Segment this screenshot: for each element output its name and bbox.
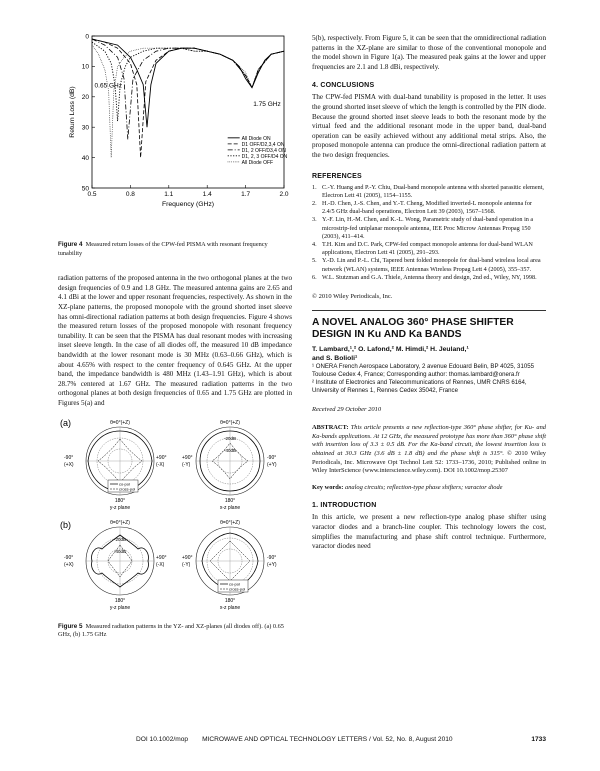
panel-b-xz-left-2: (-Y): [182, 561, 191, 568]
panel-a-xz-top: θ=0°(+Z): [220, 419, 240, 426]
panel-a-yz-left-1: -90°: [64, 454, 74, 461]
panel-a-yz-right-2: (-X): [156, 461, 165, 468]
figure-4-caption-text: Measured return losses of the CPW-fed PISMA with resonant frequency tunability: [58, 241, 268, 257]
abstract-publication-info: © 2010 Wiley Periodicals, Inc. Microwave Opt Technol Lett 52: 1733–1736, 2010; Published online in Wiley InterScience (www.interscience.wiley.com). DOI 10.1002/mop.25307: [312, 449, 546, 475]
reference-item: 6. W.L. Stutzman and G.A. Thiele, Antenna theory and design, 2nd ed., Wiley, NY, 1998.: [312, 273, 537, 281]
panel-b-xz-top: θ=0°(+Z): [220, 519, 240, 526]
footer-page-number: 1733: [531, 736, 546, 743]
panel-b-label: (b): [60, 519, 71, 530]
left-column: [58, 30, 292, 640]
panel-a-xz-bottom: 180°: [224, 497, 236, 504]
figure-5-radiation-patterns: [58, 417, 292, 613]
x-tick-label: 1.1: [164, 191, 174, 198]
figure-5-caption: [58, 623, 292, 640]
reference-item: 3. Y.-F. Lin, H.-M. Chen, and K.-L. Wong, Parametric study of dual-band operation in a microstrip-fed uniplanar monopole antenna, IEE Proc Microw Antennas Propag 150 (2003), 411–414.: [312, 216, 534, 240]
article-abstract: [312, 424, 546, 476]
copyright-notice: © 2010 Wiley Periodicals, Inc.: [312, 292, 393, 300]
panel-a-yz-bottom: 180°: [114, 497, 126, 504]
panel-b-xz-bottom: 180°: [224, 597, 236, 604]
figure-4-caption-label: Figure 4: [58, 241, 83, 248]
panel-b-xz-right-2: (+Y): [267, 561, 277, 568]
conclusions-heading: 4. CONCLUSIONS: [312, 82, 375, 90]
panel-b-yz-plane-label: y-z plane: [109, 604, 131, 611]
y-tick-label: 20: [81, 94, 89, 102]
article-title: A NOVEL ANALOG 360° PHASE SHIFTER DESIGN IN Ku AND Ka BANDS: [312, 316, 514, 340]
panel-b-xz-plane-label: x-z plane: [219, 604, 241, 611]
figure-4-caption: [58, 241, 292, 258]
reference-item: 4. T.H. Kim and D.C. Park, CPW-fed compact monopole antenna for dual-band WLAN applications, Electron Lett 41 (2005), 291–293.: [312, 240, 533, 257]
y-axis-label: Return Loss (dB): [69, 86, 76, 138]
panel-b-yz-top: θ=0°(+Z): [110, 519, 130, 526]
panel-b-xz-polar: [182, 520, 277, 611]
panel-a-ring-40: -40dB: [223, 447, 237, 453]
panel-b-yz-polar: [64, 520, 166, 611]
x-tick-label: 2.0: [279, 191, 289, 198]
article-keywords: [312, 484, 546, 493]
panel-a-label: (a): [60, 417, 71, 428]
panel-a-xz-right-1: -90°: [267, 454, 277, 461]
y-tick-label: 50: [81, 185, 89, 193]
legend-entry: D1, 2 OFF/D3,4 ON: [241, 147, 286, 154]
panel-b-yz-bottom: 180°: [114, 597, 126, 604]
x-axis-label: Frequency (GHz): [161, 201, 215, 208]
x-tick-label: 0.5: [87, 191, 97, 198]
x-tick-label: 1.4: [202, 191, 212, 198]
reference-item: 5. Y.-D. Lin and P.-L. Chi, Tapered bent folded monopole for dual-band wireless local area network (WLAN) systems, IEEE Antennas Wireless Propag Lett 4 (2005), 355–357.: [312, 257, 541, 273]
panel-a-xz-plane-label: x-z plane: [219, 504, 241, 511]
article-authors-line-2: and S. Bolioli¹: [312, 354, 358, 362]
series-line-4: [92, 42, 284, 121]
panel-a-legend-co: co-pol: [119, 481, 130, 486]
article-separator: [312, 310, 546, 311]
annotation-high-band: 1.75 GHz: [253, 100, 281, 108]
references-heading: REFERENCES: [312, 172, 362, 180]
panel-b-xz-left-1: +90°: [182, 554, 193, 561]
footer-doi: DOI 10.1002/mop: [136, 736, 189, 743]
legend-entry: All Diode ON: [241, 135, 271, 142]
figure-5-caption-label: Figure 5: [58, 622, 83, 630]
introduction-paragraph: In this article, we present a new reflection-type analog phase shifter using varactor diodes and a branch-line coupler. This technology lowers the cost, simplifies the manufacturing and phase shift control technique. Furthermore, varactor diodes need: [312, 513, 546, 551]
reference-item: 1. C.-Y. Huang and P.-Y. Chiu, Dual-band monopole antenna with shorted parasitic element, Electron Lett 41 (2005), 1154–1155.: [312, 183, 544, 199]
abstract-label: ABSTRACT:: [312, 424, 349, 432]
keywords-text: analog circuits; reflection-type phase shifters; varactor diode: [345, 483, 503, 491]
footer-journal: MICROWAVE AND OPTICAL TECHNOLOGY LETTERS / Vol. 52, No. 8, August 2010: [202, 736, 453, 743]
y-tick-label: 0: [85, 33, 89, 41]
panel-a-ring-20: -20dB: [223, 435, 237, 441]
panel-b-xz-right-1: -90°: [267, 554, 277, 561]
conclusions-paragraph: The CPW-fed PISMA with dual-band tunability is proposed in the letter. It uses the ground shorted inset sleeve of which the length is controlled by the PIN diode. Because the ground shorted inset sleeve leads to both the resonant mode by the virtual feed and the additional resonant mode in the upper band, dual-band operation can be easily achieved without any additional metal strips. Also, the proposed monopole antenna can produce the omni-directional radiation pattern at the two design frequencies.: [312, 93, 546, 159]
panel-b-yz-left-2: (+X): [64, 561, 74, 568]
panel-a-xz-left-2: (-Y): [182, 461, 191, 468]
panel-b-yz-right-2: (-X): [156, 561, 165, 568]
panel-a-yz-plane-label: y-z plane: [109, 504, 131, 511]
right-column: [312, 34, 546, 552]
panel-a-yz-right-1: +90°: [156, 454, 167, 461]
panel-a-xz-left-1: +90°: [182, 454, 193, 461]
article-affiliation-2: ² Institute of Electronics and Telecommunications of Rennes, UMR CNRS 6164, University of Rennes 1, Rennes Cedex 35042, France: [312, 378, 527, 394]
panel-a-yz-polar: [64, 420, 166, 511]
panel-b-ring-20: -20dB: [113, 536, 127, 542]
introduction-heading: 1. INTRODUCTION: [312, 502, 377, 510]
x-tick-label: 0.8: [125, 191, 135, 198]
panel-b-ring-40: -40dB: [113, 548, 127, 554]
article-received: Received 29 October 2010: [312, 405, 382, 413]
panel-b-legend-co: co-pol: [229, 581, 240, 586]
left-body-paragraph: radiation patterns of the proposed antenna in the two orthogonal planes at the two design frequencies of 0.9 and 1.8 GHz. The measured antenna gains are 2.65 and 4.1 dBi at the lower and upper resonant frequencies, respectively. As shown in the XZ-plane patterns, the proposed monopole with the ground shorted inset sleeve has omni-directional radiation patterns at both design frequencies. Figure 4 shows the measured return losses of the proposed monopole with resonant frequency tunability. It can be seen that the PISMA has dual resonant modes with increasing inset sleeve length. In the case of all diodes off, the measured 10 dB impedance bandwidth at the lower resonant mode is 30 MHz (0.63–0.66 GHz), which is about 4.65% with respect to the center frequency of 0.645 GHz. At the upper band, the impedance bandwidth is 480 MHz (1.43–1.91 GHz), which is about 28.7% centered at 1.67 GHz. The measured radiation patterns in the two orthogonal planes at both design frequencies of 0.65 and 1.75 GHz are plotted in Figures 5(a) and: [58, 274, 292, 407]
article-affiliation-1: ¹ ONERA French Aerospace Laboratory, 2 avenue Edouard Belin, BP 4025, 31055 Toulouse Cedex 4, France; Corresponding author: thomas.lambard@onera.fr: [312, 362, 534, 378]
legend-entry: D1, 2, 3 OFF/D4 ON: [241, 153, 288, 160]
article-authors-line-1: T. Lambard,¹,² O. Lafond,² M. Himdi,² H. Jeuland,¹: [312, 345, 469, 353]
figure-4-chart: [58, 30, 292, 230]
abstract-text: This article presents a new reflection-type 360° phase shifter, for Ku- and Ka-bands applications. At 12 GHz, the measured prototype has more than 360° phase shift with insertion loss of 3.3 ± 0.5 dB. For the Ka-band circuit, the lowest insertion loss is obtained at 30.3 GHz (3.6 dB ± 1.8 dB) and the phase shift is 315°.: [312, 424, 546, 457]
reference-item: 2. H.-D. Chen, J.-S. Chen, and Y.-T. Cheng, Modified inverted-L monopole antenna for 2.4/5 GHz dual-band operations, Electron Lett 39 (2003), 1567–1568.: [312, 199, 532, 216]
legend-entry: All Diode OFF: [241, 159, 274, 166]
y-tick-label: 10: [81, 63, 89, 71]
figure-5-caption-text: Measured radiation patterns in the YZ- and XZ-planes (all diodes off). (a) 0.65 GHz, (b) 1.75 GHz: [58, 622, 284, 639]
y-tick-label: 30: [81, 124, 89, 132]
y-tick-label: 40: [81, 154, 89, 162]
legend-entry: D1 OFF/D2,3,4 ON: [241, 141, 285, 148]
panel-a-legend-cross: cross-pol: [119, 486, 136, 491]
keywords-label: Key words:: [312, 483, 344, 491]
panel-a-xz-right-2: (+Y): [267, 461, 277, 468]
page-footer: [58, 736, 546, 743]
panel-b-yz-left-1: -90°: [64, 554, 74, 561]
panel-b-yz-right-1: +90°: [156, 554, 167, 561]
right-intro-paragraph: 5(b), respectively. From Figure 5, it can be seen that the omnidirectional radiation patterns in the XZ-plane are similar to those of the conventional monopole and the model shown in Figure 1(a). The measured peak gains at the lower and upper frequencies are 2.1 and 1.8 dBi, respectively.: [312, 34, 546, 71]
references-list: [312, 184, 546, 282]
annotation-low-band: 0.65 GHz: [94, 82, 123, 90]
panel-a-yz-left-2: (+X): [64, 461, 74, 468]
panel-b-legend-cross: cross-pol: [229, 586, 246, 591]
panel-a-xz-polar: [182, 420, 277, 511]
x-tick-label: 1.7: [241, 191, 251, 198]
panel-a-yz-top: θ=0°(+Z): [110, 419, 130, 426]
